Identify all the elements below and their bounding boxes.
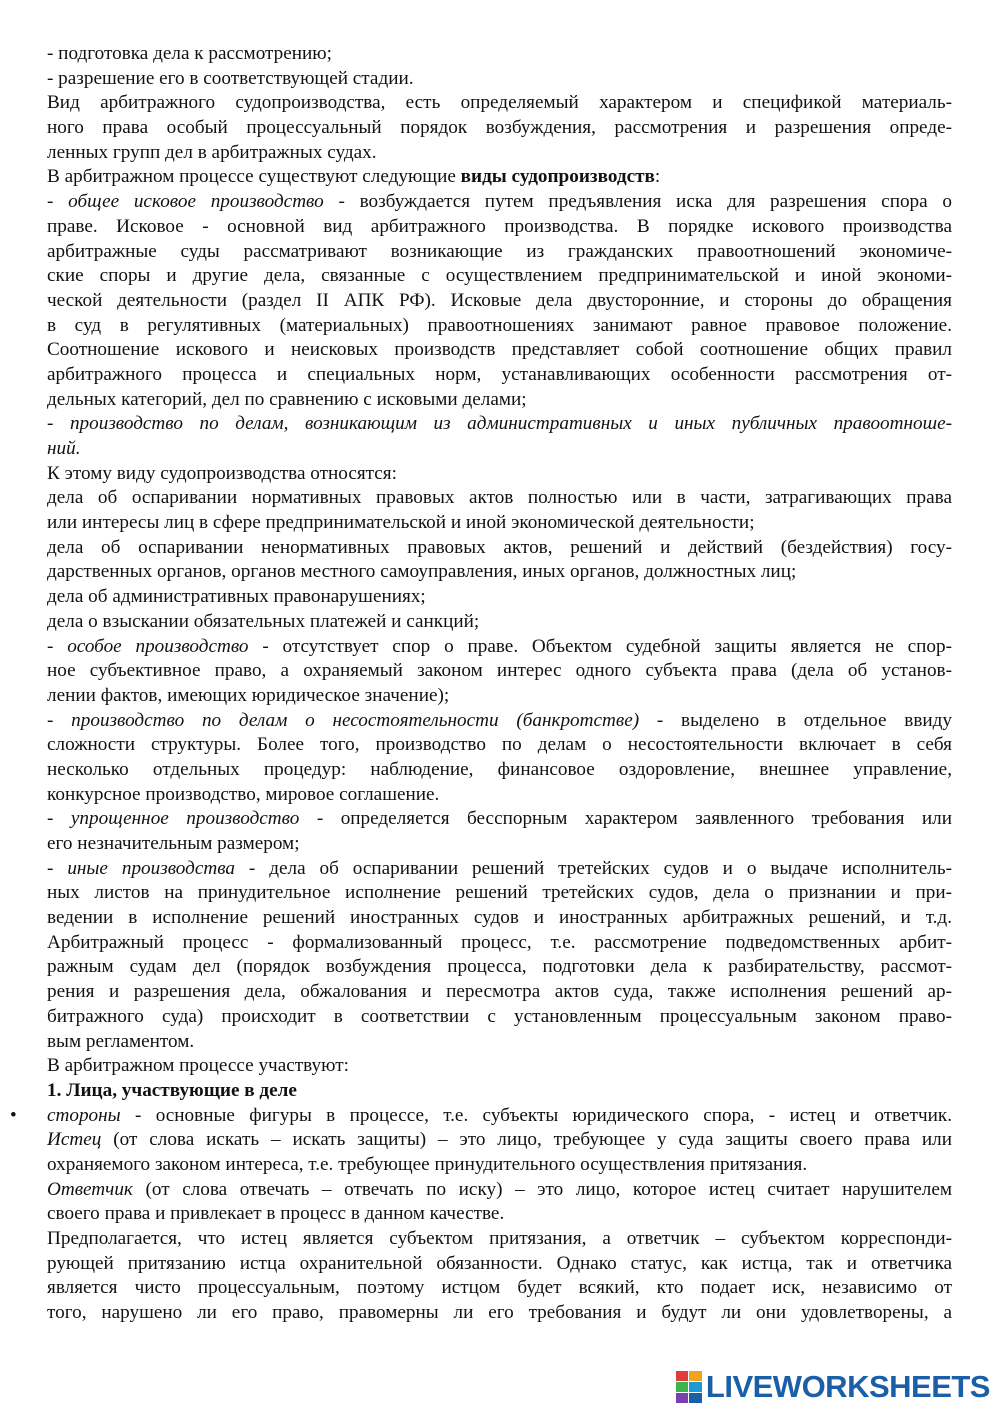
text-run: дельных категорий, дел по сравнению с исковыми делами; [47, 388, 527, 410]
liveworksheets-logo-icon [676, 1371, 702, 1403]
italic-text: общее исковое производство [68, 191, 324, 213]
text-run: дела об административных правонарушениях; [47, 586, 426, 608]
text-run: в суд в регулятивных (материальных) правоотношениях занимают равное правовое положение. [47, 314, 952, 336]
text-line [47, 832, 952, 857]
bold-text: виды судопроизводств [460, 166, 655, 188]
text-run: (от слова отвечать – отвечать по иску) – это лицо, которое истец считает нарушителем [132, 1178, 952, 1200]
italic-text: ний. [47, 438, 81, 459]
text-line [47, 536, 952, 561]
text-run: арбитражного процесса и специальных норм, устанавливающих особенности рассмотрения от- [47, 363, 952, 385]
text-line [47, 1252, 952, 1277]
text-line [47, 1005, 952, 1030]
text-run: Предполагается, что истец является субъектом притязания, а ответчик – субъектом корреспонди- [47, 1228, 952, 1249]
text-line [47, 412, 952, 437]
text-run: В арбитражном процессе участвуют: [47, 1055, 349, 1077]
bullet-marker: • [10, 1104, 17, 1126]
text-line [47, 709, 952, 734]
text-line [47, 116, 952, 141]
text-line [47, 758, 952, 783]
text-line [47, 955, 952, 980]
text-run: арбитражные суды рассматривают возникающие из гражданских правоотношений экономиче- [47, 240, 952, 262]
text-run: - определяется бесспорным характером заявленного требования или [299, 808, 953, 830]
text-line [47, 240, 952, 265]
text-run: ские споры и другие дела, связанные с осуществлением предпринимательской и иной экономи- [47, 265, 952, 287]
text-line [47, 1128, 952, 1153]
italic-text: стороны [47, 1104, 121, 1126]
italic-text: Истец [47, 1129, 102, 1151]
text-line [47, 1054, 952, 1079]
text-run: - отсутствует спор о праве. Объектом судебной защиты является не спор- [248, 635, 952, 657]
text-line [47, 511, 952, 536]
logo-square [676, 1382, 689, 1392]
text-run: рующей притязанию истца охранительной обязанности. Однако статус, как истца, так и ответчика [47, 1252, 952, 1274]
text-run: В арбитражном процессе существуют следующие [47, 166, 461, 188]
text-line [47, 1153, 952, 1178]
bold-text: 1. Лица, участвующие в деле [47, 1079, 297, 1101]
text-line [47, 1178, 952, 1203]
text-run: своего права и привлекает в процесс в данном качестве. [47, 1203, 505, 1225]
text-run: конкурсное производство, мировое соглашение. [47, 783, 440, 805]
text-run: - [47, 808, 71, 830]
text-line [47, 635, 952, 660]
text-run: вым регламентом. [47, 1030, 195, 1052]
text-run: ражным судам дел (порядок возбуждения процесса, подготовки дела к разбирательству, рассмот- [47, 956, 952, 978]
text-run: того, нарушено ли его право, правомерны ли его требования и будут ли они удовлетворены, а [47, 1302, 952, 1324]
text-run: ведении в исполнение решений иностранных судов и иностранных арбитражных решений, и т.д. [47, 907, 952, 929]
document-body [10, 42, 953, 1326]
text-run: - выделено в отдельное ввиду [639, 709, 952, 731]
text-line [47, 289, 952, 314]
text-line [47, 1079, 952, 1104]
text-line [47, 314, 952, 339]
text-run: Вид арбитражного судопроизводства, есть определяемый характером и спецификой материаль- [47, 92, 952, 114]
text-line [47, 486, 952, 511]
text-run: рения и разрешения дела, обжалования и пересмотра актов суда, также исполнения решений ар- [47, 981, 952, 1003]
logo-square [676, 1371, 689, 1381]
text-line [47, 42, 952, 67]
text-run: - [47, 635, 68, 657]
text-run: : [654, 166, 661, 188]
text-run: - [47, 709, 72, 731]
text-run: ленных групп дел в арбитражных судах. [47, 141, 377, 163]
text-line [47, 783, 952, 808]
text-line [47, 733, 952, 758]
logo-square [689, 1371, 702, 1381]
text-line [47, 388, 952, 413]
text-run: - [47, 191, 69, 213]
text-run: - возбуждается путем предъявления иска для разрешения спора о [323, 191, 952, 213]
logo-square [689, 1393, 702, 1403]
text-run: или интересы лиц в сфере предпринимательской и иной экономической деятельности; [47, 512, 755, 534]
text-line [47, 1276, 952, 1301]
text-run: битражного суда) происходит в соответствии с установленным процессуальным законом право- [47, 1005, 952, 1027]
liveworksheets-logo-text: LIVEWORKSHEETS [705, 1368, 990, 1404]
text-run: несколько отдельных процедур: наблюдение, финансовое оздоровление, внешнее управление, [47, 758, 952, 780]
text-line [47, 363, 952, 388]
text-run: праве. Исковое - основной вид арбитражного производства. В порядке искового производства [47, 215, 952, 237]
text-line [47, 338, 952, 363]
text-run: ное субъективное право, а охраняемый законом интерес одного субъекта права (дела об установ- [47, 660, 952, 682]
text-line [47, 190, 952, 215]
text-line [47, 165, 952, 190]
text-run: Арбитражный процесс - формализованный процесс, т.е. рассмотрение подведомственных арбит- [47, 931, 952, 953]
italic-text: Ответчик [47, 1178, 133, 1200]
text-line [47, 1202, 952, 1227]
logo-square [676, 1393, 689, 1403]
text-line [47, 141, 952, 166]
text-line [47, 215, 952, 240]
text-run: К этому виду судопроизводства относятся: [47, 462, 397, 484]
text-run: дела об оспаривании ненормативных правовых актов, решений и действий (бездействия) госу- [47, 536, 952, 558]
text-line [47, 906, 952, 931]
text-line [47, 1227, 952, 1252]
text-line [47, 610, 952, 635]
italic-text: иные производства [67, 857, 235, 879]
text-line [47, 560, 952, 585]
text-run: дарственных органов, органов местного самоуправления, иных органов, должностных лиц; [47, 561, 797, 583]
text-run: ческой деятельности (раздел II АПК РФ). Исковые дела двусторонние, и стороны до обращения [47, 289, 952, 311]
text-line [47, 585, 952, 610]
text-line [47, 807, 952, 832]
text-run: - подготовка дела к рассмотрению; [47, 43, 332, 64]
text-run: его незначительным размером; [47, 833, 300, 854]
text-line [47, 91, 952, 116]
text-line [47, 1030, 952, 1055]
text-line [47, 881, 952, 906]
text-run: ного права особый процессуальный порядок возбуждения, рассмотрения и разрешения опреде- [47, 117, 952, 139]
text-run: - [47, 413, 70, 435]
text-line [47, 1301, 952, 1326]
text-line [47, 684, 952, 709]
italic-text: упрощенное производство [70, 808, 300, 830]
text-line [47, 931, 952, 956]
text-line [47, 437, 952, 462]
text-run: - разрешение его в соответствующей стадии. [47, 67, 414, 89]
text-line [47, 659, 952, 684]
text-run: является чисто процессуальным, поэтому истцом будет всякий, кто подает иск, независимо от [47, 1277, 952, 1299]
text-line [47, 462, 952, 487]
text-run: дела об оспаривании нормативных правовых актов полностью или в части, затрагивающих права [47, 487, 952, 509]
text-run: охраняемого законом интереса, т.е. требующее принудительного осуществления притязания. [47, 1153, 808, 1175]
text-run: - [47, 857, 68, 879]
liveworksheets-logo[interactable] [676, 1368, 990, 1404]
text-run: лении фактов, имеющих юридическое значение); [47, 684, 450, 706]
italic-text: производство по делам о несостоятельности (банкротстве) [71, 709, 640, 731]
text-run: дела о взыскании обязательных платежей и санкций; [47, 610, 480, 632]
italic-text: производство по делам, возникающим из административных и иных публичных правоотноше- [69, 413, 952, 435]
text-run: сложности структуры. Более того, производство по делам о несостоятельности включает в себя [47, 734, 952, 756]
text-run: Соотношение искового и неисковых производств представляет собой соотношение общих правил [47, 339, 952, 361]
logo-square [689, 1382, 702, 1392]
text-line [47, 980, 952, 1005]
text-run: - основные фигуры в процессе, т.е. субъекты юридического спора, - истец и ответчик. [120, 1104, 952, 1126]
text-line [10, 1104, 952, 1129]
text-line [47, 857, 952, 882]
text-line [47, 264, 952, 289]
text-run: (от слова искать – искать защиты) – это лицо, требующее у суда защиты своего права или [101, 1129, 952, 1151]
text-line [47, 67, 952, 92]
text-run: - дела об оспаривании решений третейских судов и о выдаче исполнитель- [235, 857, 952, 879]
italic-text: особое производство [67, 635, 249, 657]
text-run: ных листов на принудительное исполнение решений третейских судов, дела о признании и при- [47, 882, 952, 904]
